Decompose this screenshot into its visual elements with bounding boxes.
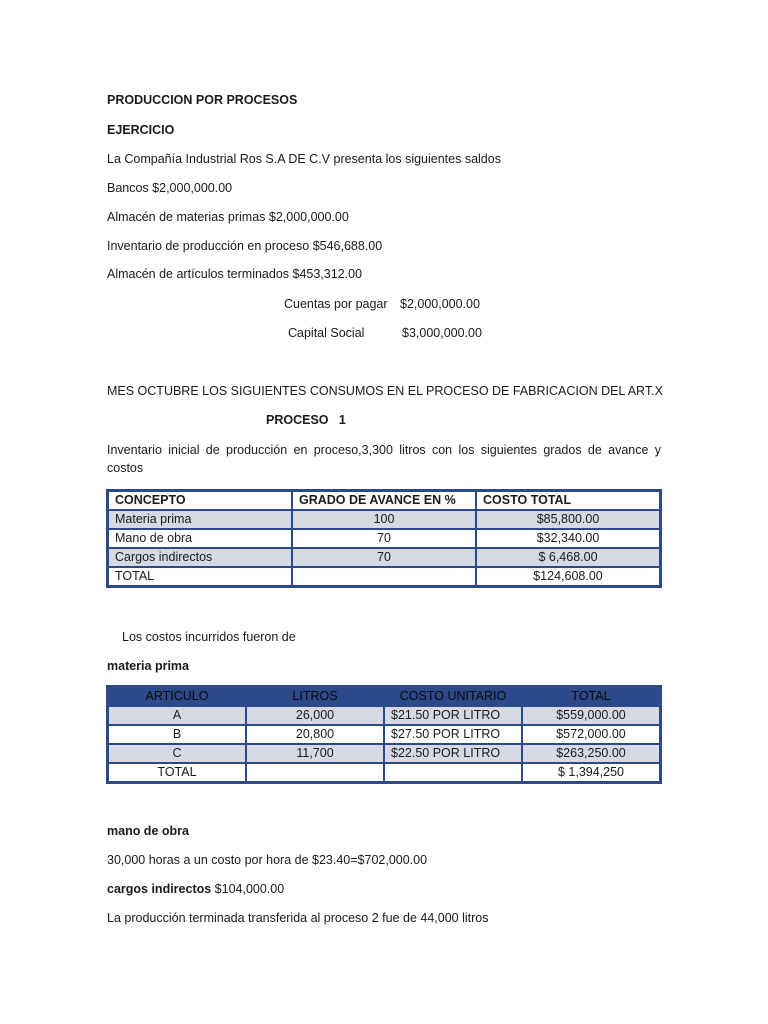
mano-text: 30,000 horas a un costo por hora de $23.40=$702,000.00 [107,853,428,867]
table-cell: $27.50 POR LITRO [385,726,521,743]
table-header-cell: ARTICULO [109,688,245,705]
table-header-cell: COSTO TOTAL [477,492,659,509]
cargos-label: cargos indirectos [107,882,212,896]
balance-line: Bancos $2,000,000.00 [107,181,233,195]
table-row [109,549,659,566]
cargos-line [107,881,284,897]
liability-amount: $3,000,000.00 [402,326,482,340]
table-row [109,726,659,743]
table-header-cell: GRADO DE AVANCE EN % [293,492,475,509]
table-header-row [109,492,659,509]
balance-line: Almacén de artículos terminados $453,312.00 [107,267,363,281]
inventory-paragraph: Inventario inicial de producción en proceso,3,300 litros con los siguientes grados de avance y costos [107,443,661,475]
table-cell: 11,700 [247,745,383,762]
table-cell: Materia prima [109,511,291,528]
mano-heading: mano de obra [107,824,189,838]
balance-line: Inventario de producción en proceso $546,688.00 [107,239,383,253]
table-cell: $ 1,394,250 [523,764,659,781]
process-heading: PROCESO 1 [266,413,346,427]
table-total-row [109,568,659,585]
table-cell: 20,800 [247,726,383,743]
table-cell: TOTAL [109,568,291,585]
table-header-cell: CONCEPTO [109,492,291,509]
table-cell: C [109,745,245,762]
table-row [109,511,659,528]
table-cell [293,568,475,585]
intro-text: La Compañía Industrial Ros S.A DE C.V presenta los siguientes saldos [107,152,501,166]
table-row [109,530,659,547]
table-cell: 100 [293,511,475,528]
table-header-cell: COSTO UNITARIO [385,688,521,705]
table-cell: 70 [293,549,475,566]
table-header-row [109,688,659,705]
table-cell [385,764,521,781]
cargos-value: $104,000.00 [211,882,285,896]
materials-table [106,685,662,784]
liability-amount: $2,000,000.00 [400,297,480,311]
table-total-row [109,764,659,781]
month-line: MES OCTUBRE LOS SIGUIENTES CONSUMOS EN EL PROCESO DE FABRICACION DEL ART.X [107,384,663,398]
table-cell: 26,000 [247,707,383,724]
balance-line: Almacén de materias primas $2,000,000.00 [107,210,349,224]
liability-label: Cuentas por pagar [284,297,388,311]
table-cell: $ 6,468.00 [477,549,659,566]
table-cell: $85,800.00 [477,511,659,528]
final-text: La producción terminada transferida al proceso 2 fue de 44,000 litros [107,911,489,925]
table-cell: 70 [293,530,475,547]
table-cell: Cargos indirectos [109,549,291,566]
doc-title: PRODUCCION POR PROCESOS [107,93,298,107]
table-cell: $21.50 POR LITRO [385,707,521,724]
table-row [109,745,659,762]
table-cell: $559,000.00 [523,707,659,724]
materia-heading: materia prima [107,659,189,673]
table-cell: $263,250.00 [523,745,659,762]
table-cell [247,764,383,781]
table-cell: B [109,726,245,743]
table-cell: A [109,707,245,724]
doc-subtitle: EJERCICIO [107,123,175,137]
table-cell: $22.50 POR LITRO [385,745,521,762]
table-cell: TOTAL [109,764,245,781]
table-header-cell: TOTAL [523,688,659,705]
inventory-table [106,489,662,588]
table-header-cell: LITROS [247,688,383,705]
costs-intro: Los costos incurridos fueron de [122,630,296,644]
table-cell: $572,000.00 [523,726,659,743]
table-cell: $124,608.00 [477,568,659,585]
table-cell: Mano de obra [109,530,291,547]
table-row [109,707,659,724]
table-cell: $32,340.00 [477,530,659,547]
liability-label: Capital Social [288,326,365,340]
